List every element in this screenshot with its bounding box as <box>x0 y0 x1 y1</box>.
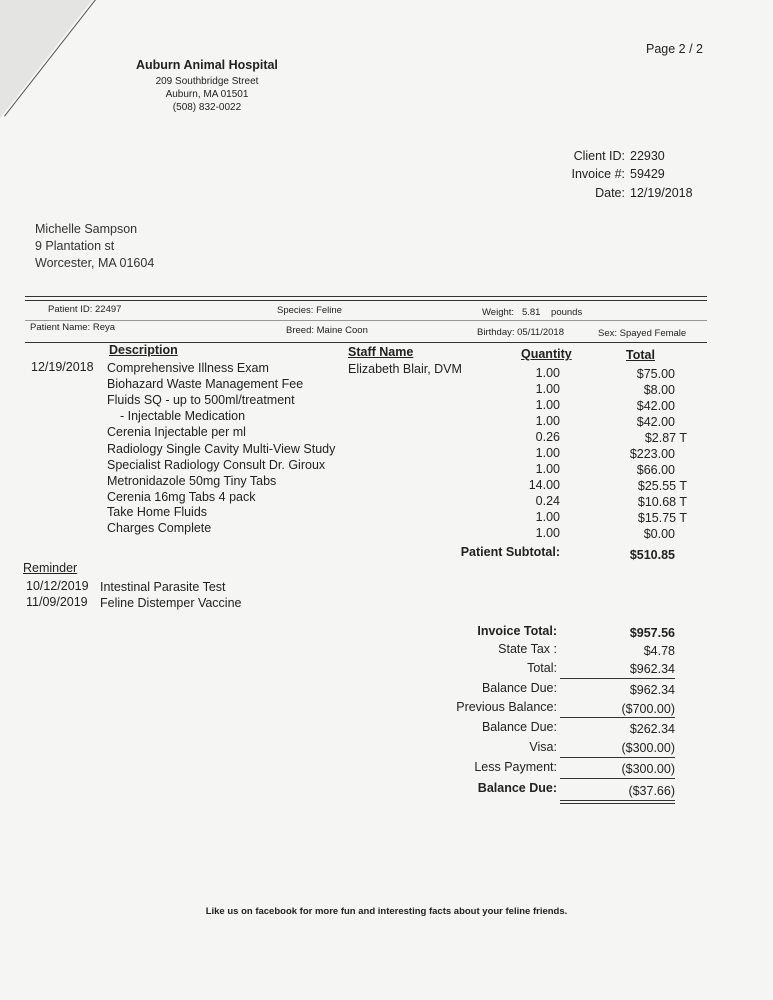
summary-label: Total: <box>527 661 557 675</box>
summary-label: Invoice Total: <box>477 624 557 638</box>
invoice-date-value: 12/19/2018 <box>630 186 693 200</box>
summary-value: ($300.00) <box>621 762 675 776</box>
item-total: $42.00 <box>636 399 675 413</box>
item-total: $15.75 T <box>637 511 687 525</box>
client-id-label: Client ID: <box>573 149 625 163</box>
item-total: $8.00 <box>643 383 675 397</box>
summary-value: ($37.66) <box>628 784 675 798</box>
client-id-value: 22930 <box>630 149 665 163</box>
item-quantity: 14.00 <box>528 478 560 492</box>
invoice-number-value: 59429 <box>630 167 665 181</box>
item-description: Cerenia 16mg Tabs 4 pack <box>107 490 256 504</box>
summary-label: State Tax : <box>498 642 557 656</box>
col-staff: Staff Name <box>348 345 414 359</box>
folded-corner <box>0 0 92 118</box>
item-quantity: 1.00 <box>535 462 560 476</box>
item-quantity: 1.00 <box>535 398 560 412</box>
item-total: $42.00 <box>636 415 675 429</box>
item-total: $223.00 <box>629 447 675 461</box>
summary-rule-double-2 <box>560 803 675 804</box>
summary-rule <box>560 717 675 718</box>
patient-subtotal-label: Patient Subtotal: <box>460 545 560 559</box>
item-quantity: 1.00 <box>535 526 560 540</box>
item-total: $10.68 T <box>637 495 687 509</box>
hospital-street: 209 Southbridge Street <box>155 76 259 87</box>
item-description: Metronidazole 50mg Tiny Tabs <box>107 474 277 488</box>
reminder-date: 11/09/2019 <box>26 595 88 609</box>
footer-note: Like us on facebook for more fun and interesting facts about your feline friends. <box>205 906 568 917</box>
summary-label: Previous Balance: <box>456 700 557 714</box>
reminder-title: Reminder <box>23 561 78 575</box>
hospital-city: Auburn, MA 01501 <box>165 89 249 100</box>
item-total: $0.00 <box>643 527 675 541</box>
client-city: Worcester, MA 01604 <box>35 256 155 270</box>
reminder-date: 10/12/2019 <box>26 579 89 593</box>
item-quantity: 1.00 <box>535 510 560 524</box>
patient-species: Species: Feline <box>277 305 342 316</box>
item-description: Radiology Single Cavity Multi-View Study <box>107 442 336 456</box>
summary-label: Visa: <box>529 740 557 754</box>
patient-id: Patient ID: 22497 <box>48 304 122 315</box>
item-description: Specialist Radiology Consult Dr. Giroux <box>107 458 326 472</box>
invoice-date-label: Date: <box>595 186 625 200</box>
summary-rule <box>560 678 675 679</box>
summary-value: ($700.00) <box>621 702 675 716</box>
reminder-text: Feline Distemper Vaccine <box>100 596 242 610</box>
item-quantity: 1.00 <box>535 366 560 380</box>
summary-rule-double-1 <box>560 800 675 801</box>
invoice-number-label: Invoice #: <box>571 167 625 181</box>
summary-rule <box>560 757 675 758</box>
item-quantity: 1.00 <box>535 446 560 460</box>
summary-value: $962.34 <box>629 662 675 676</box>
patient-sex: Sex: Spayed Female <box>598 328 687 339</box>
rule-mid <box>25 320 707 321</box>
summary-label: Less Payment: <box>474 760 557 774</box>
summary-rule <box>560 778 675 779</box>
patient-weight: Weight: 5.81 pounds <box>482 307 583 318</box>
client-name: Michelle Sampson <box>35 222 138 236</box>
hospital-phone: (508) 832-0022 <box>172 102 242 113</box>
patient-breed: Breed: Maine Coon <box>286 325 368 336</box>
item-description: - Injectable Medication <box>120 409 246 423</box>
summary-value: $4.78 <box>643 644 675 658</box>
item-description: Charges Complete <box>107 521 212 535</box>
item-description: Take Home Fluids <box>107 505 208 519</box>
col-description: Description <box>109 343 178 357</box>
item-quantity: 0.26 <box>535 430 560 444</box>
item-quantity: 1.00 <box>535 414 560 428</box>
rule-top-2 <box>25 300 707 301</box>
patient-birthday: Birthday: 05/11/2018 <box>477 327 564 338</box>
reminder-text: Intestinal Parasite Test <box>100 580 226 594</box>
col-total: Total <box>626 348 655 362</box>
item-description: Cerenia Injectable per ml <box>107 425 246 439</box>
visit-date: 12/19/2018 <box>31 360 94 374</box>
item-total: $2.87 T <box>644 431 687 445</box>
patient-name: Patient Name: Reya <box>30 322 116 333</box>
item-total: $25.55 T <box>637 479 687 493</box>
summary-label: Balance Due: <box>477 781 557 795</box>
col-quantity: Quantity <box>521 347 572 361</box>
item-description: Comprehensive Illness Exam <box>107 361 269 375</box>
summary-label: Balance Due: <box>481 720 557 734</box>
item-quantity: 0.24 <box>535 494 560 508</box>
item-quantity: 1.00 <box>535 382 560 396</box>
summary-value: $262.34 <box>629 722 675 736</box>
item-description: Fluids SQ - up to 500ml/treatment <box>107 393 295 407</box>
summary-value: $957.56 <box>629 626 675 640</box>
patient-subtotal-value: $510.85 <box>629 548 675 562</box>
page-number: Page 2 / 2 <box>646 42 703 56</box>
hospital-name: Auburn Animal Hospital <box>136 58 278 72</box>
visit-staff: Elizabeth Blair, DVM <box>348 362 462 376</box>
summary-value: ($300.00) <box>621 741 675 755</box>
item-description: Biohazard Waste Management Fee <box>107 377 304 391</box>
item-total: $75.00 <box>636 367 675 381</box>
summary-value: $962.34 <box>629 683 675 697</box>
summary-label: Balance Due: <box>481 681 557 695</box>
item-total: $66.00 <box>636 463 675 477</box>
rule-top-1 <box>25 296 707 297</box>
client-street: 9 Plantation st <box>35 239 115 253</box>
